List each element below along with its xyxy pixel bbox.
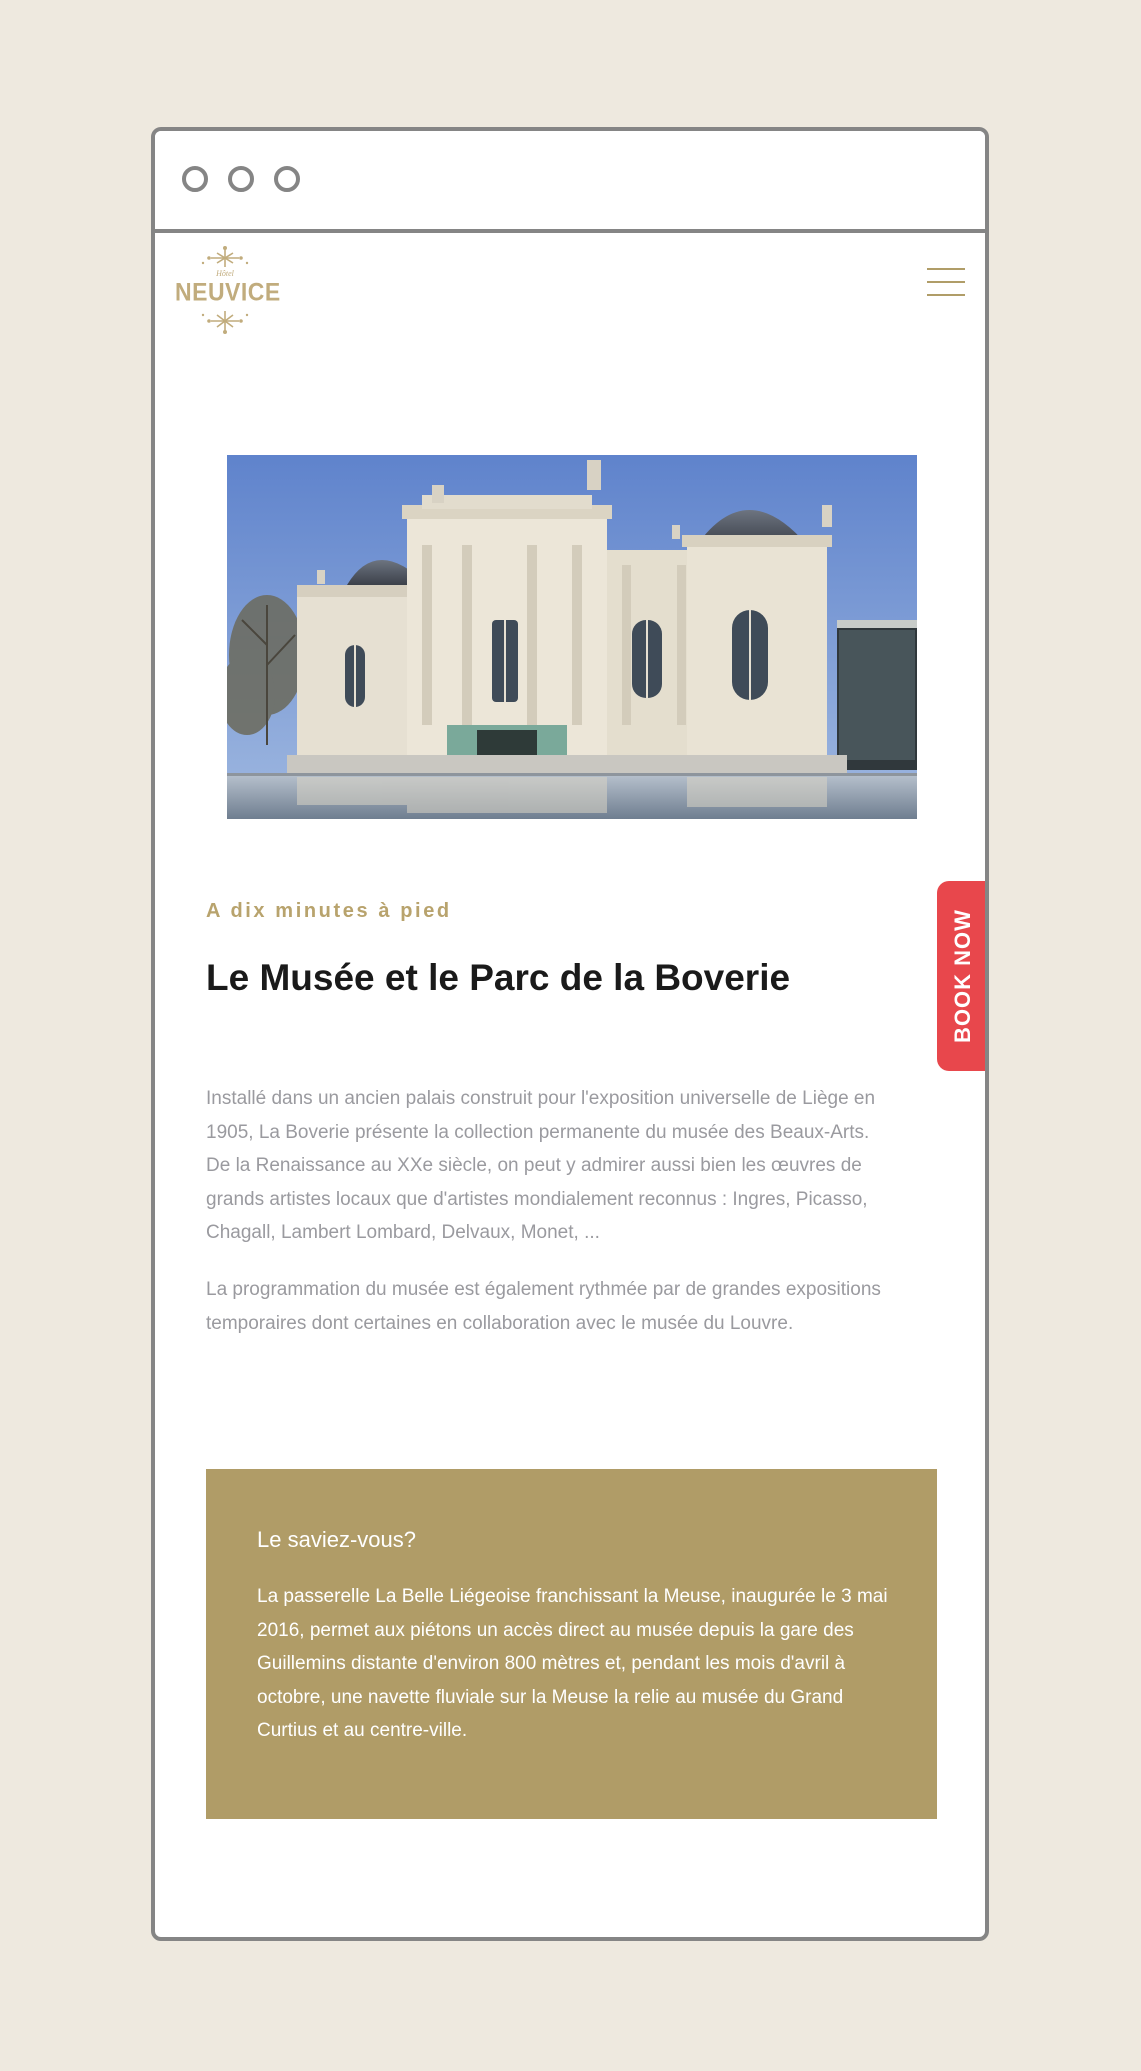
hamburger-line-icon [927,281,965,283]
window-control-dot-3[interactable] [274,166,300,192]
article-paragraph-2: La programmation du musée est également rythmée par de grandes expositions temporaires dont certaines en collaboration avec le musée du Louvre. [206,1278,881,1334]
article-title: Le Musée et le Parc de la Boverie [206,957,791,998]
book-now-button[interactable] [937,881,989,1071]
hamburger-menu-button[interactable] [927,266,965,298]
logo-wordmark: NEUVICE [175,277,281,307]
book-now-label: BOOK NOW [950,909,975,1043]
article-paragraph-1: Installé dans un ancien palais construit pour l'exposition universelle de Liège en 1905, La Boverie présente la collection permanente du musée des Beaux-Arts. De la Renaissance au XXe siècle, on peut y admirer aussi bien les œuvres de grands artistes locaux que d'artistes mondialement reconnus : Ingres, Picasso, Chagall, Lambert Lombard, Delvaux, Monet, ... [206,1088,876,1244]
browser-titlebar [155,131,985,233]
logo-small-text: Hôtel [216,269,234,278]
museum-photo [227,455,917,819]
article-eyebrow: A dix minutes à pied [206,900,452,922]
window-control-dot-1[interactable] [182,166,208,192]
did-you-know-box [206,1469,937,1819]
did-you-know-text: La passerelle La Belle Liégeoise franchissant la Meuse, inaugurée le 3 mai 2016, permet aux piétons un accès direct au musée depuis la gare des Guillemins distante d'environ 800 mètres et, pendant les mois d'avril à octobre, une navette fluviale sur la Meuse la relie au musée du Grand Curtius et au centre-ville. [257,1586,888,1742]
hamburger-line-icon [927,294,965,296]
window-control-dot-2[interactable] [228,166,254,192]
article-content [206,899,886,1340]
browser-frame [151,127,989,1941]
hamburger-line-icon [927,268,965,270]
hotel-logo[interactable] [175,245,281,335]
did-you-know-title: Le saviez-vous? [257,1527,416,1552]
site-header [155,233,985,343]
